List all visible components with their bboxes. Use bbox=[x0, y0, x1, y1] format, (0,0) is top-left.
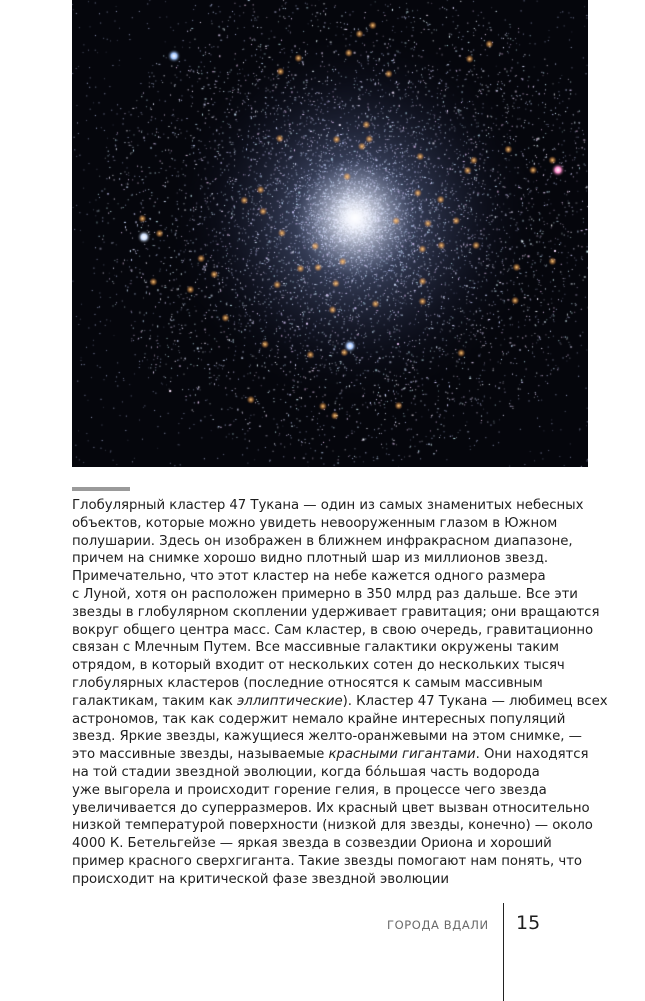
italic-term: эллиптические bbox=[237, 693, 343, 709]
caption-text: полушарии. Здесь он изображен в ближнем инфракрасном диапазоне, bbox=[72, 533, 573, 549]
caption-line bbox=[72, 497, 592, 515]
italic-term: красными гигантами bbox=[328, 747, 476, 763]
caption-text: вокруг общего центра масс. Сам кластер, в свою очередь, гравитационно bbox=[72, 622, 594, 638]
caption-text: объектов, которые можно увидеть невооруженным глазом в Южном bbox=[72, 515, 558, 531]
caption-line bbox=[72, 586, 592, 604]
caption-text: звезды в глобулярном скоплении удерживает гравитация; они вращаются bbox=[72, 604, 600, 620]
footer-divider bbox=[503, 903, 504, 1001]
caption-text: Глобулярный кластер 47 Тукана — один из самых знаменитых небесных bbox=[72, 498, 584, 513]
caption-line bbox=[72, 622, 592, 640]
caption-line bbox=[72, 835, 592, 853]
star-cluster-photo bbox=[72, 0, 588, 467]
caption-text: происходит на критической фазе звездной эволюции bbox=[72, 871, 449, 887]
running-title: ГОРОДА ВДАЛИ bbox=[387, 918, 489, 932]
caption-text: . Они находятся bbox=[475, 747, 589, 763]
caption-line bbox=[72, 817, 592, 835]
caption-rule bbox=[72, 487, 130, 491]
caption-text: увеличивается до суперразмеров. Их красный цвет вызван относительно bbox=[72, 800, 590, 816]
caption-text: с Луной, хотя он расположен примерно в 350 млрд раз дальше. Все эти bbox=[72, 586, 578, 602]
caption-line bbox=[72, 728, 592, 746]
caption-text: уже выгорела и происходит горение гелия, в процессе чего звезда bbox=[72, 782, 547, 798]
page-number: 15 bbox=[516, 912, 541, 934]
caption-text: причем на снимке хорошо видно плотный шар из миллионов звезд. bbox=[72, 551, 549, 567]
caption-line bbox=[72, 782, 592, 800]
caption-line bbox=[72, 568, 592, 586]
caption-line bbox=[72, 853, 592, 871]
caption-text: ). Кластер 47 Тукана — любимец всех bbox=[342, 693, 608, 709]
caption-line bbox=[72, 657, 592, 675]
caption-line bbox=[72, 604, 600, 622]
caption-line bbox=[72, 675, 592, 693]
caption-text: отрядом, в который входит от нескольких сотен до нескольких тысяч bbox=[72, 658, 565, 674]
caption-text: звезд. Яркие звезды, кажущиеся желто-оранжевыми на этом снимке, — bbox=[72, 729, 582, 745]
caption-line bbox=[72, 871, 592, 889]
caption-line bbox=[72, 533, 592, 551]
caption-line bbox=[72, 693, 608, 711]
caption-line bbox=[72, 711, 592, 729]
caption-text: 4000 К. Бетельгейзе — яркая звезда в созвездии Ориона и хороший bbox=[72, 836, 552, 852]
star-cluster-image bbox=[72, 0, 588, 467]
caption-text: связан с Млечным Путем. Все массивные галактики окружены таким bbox=[72, 640, 559, 656]
caption-line bbox=[72, 746, 592, 764]
caption-text: глобулярных кластеров (последние относятся к самым массивным bbox=[72, 675, 543, 691]
caption-line bbox=[72, 639, 592, 657]
photo-caption bbox=[72, 497, 608, 889]
caption-text: на той стадии звездной эволюции, когда бóльшая часть водорода bbox=[72, 764, 540, 780]
caption-text: Примечательно, что этот кластер на небе кажется одного размера bbox=[72, 569, 546, 585]
caption-line bbox=[72, 550, 592, 568]
caption-line bbox=[72, 800, 592, 818]
caption-text: это массивные звезды, называемые bbox=[72, 747, 329, 763]
caption-line bbox=[72, 764, 592, 782]
caption-text: астрономов, так как содержит немало крайне интересных популяций bbox=[72, 711, 566, 727]
caption-line bbox=[72, 515, 592, 533]
caption-text: низкой температурой поверхности (низкой для звезды, конечно) — около bbox=[72, 818, 593, 834]
caption-text: галактикам, таким как bbox=[72, 693, 238, 709]
caption-text: пример красного сверхгиганта. Такие звезды помогают нам понять, что bbox=[72, 853, 582, 869]
